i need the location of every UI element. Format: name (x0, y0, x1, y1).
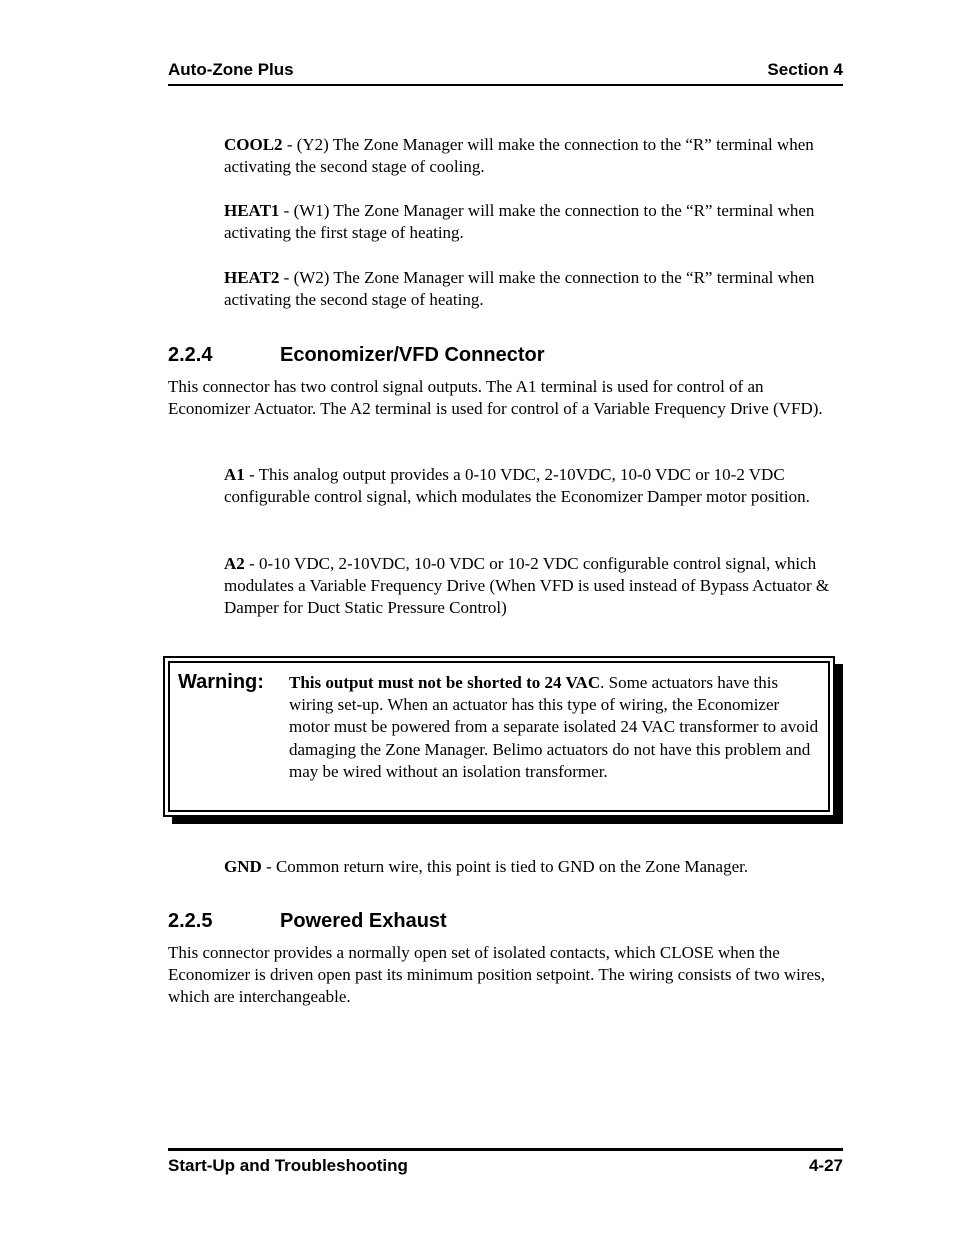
warning-label: Warning: (178, 671, 264, 693)
warning-box (163, 656, 835, 817)
section-heading-2-2-4 (168, 344, 544, 367)
heat2-text: - (W2) The Zone Manager will make the connection to the “R” terminal when activating the second stage of heating. (224, 268, 815, 310)
heat2-term: HEAT2 (224, 268, 280, 287)
section-title: Economizer/VFD Connector (280, 344, 545, 366)
a2-term: A2 (224, 554, 245, 573)
footer-title: Start-Up and Troubleshooting (168, 1156, 408, 1175)
cool2-term: COOL2 (224, 135, 283, 154)
header-section: Section 4 (767, 60, 843, 79)
cool2-text: - (Y2) The Zone Manager will make the connection to the “R” terminal when activating the second stage of cooling. (224, 135, 814, 177)
section-number: 2.2.4 (168, 344, 213, 366)
section-heading-2-2-5 (168, 910, 447, 933)
cool2-paragraph (224, 134, 836, 178)
header-title: Auto-Zone Plus (168, 60, 294, 79)
page-header (168, 58, 843, 86)
powered-exhaust-body: This connector provides a normally open set of isolated contacts, which CLOSE when the Economizer is driven open past its minimum position setpoint. The wiring consists of two wires, which are interchangeable. (168, 943, 825, 1007)
a1-term: A1 (224, 465, 245, 484)
heat1-term: HEAT1 (224, 201, 280, 220)
economizer-intro: This connector has two control signal outputs. The A1 terminal is used for control of an Economizer Actuator. The A2 terminal is used for control of a Variable Frequency Drive (VFD). (168, 377, 823, 419)
page-number: 4-27 (808, 1156, 843, 1175)
gnd-text: - Common return wire, this point is tied to GND on the Zone Manager. (261, 857, 749, 876)
heat1-text: - (W1) The Zone Manager will make the connection to the “R” terminal when activating the first stage of heating. (224, 201, 815, 243)
section-number: 2.2.5 (168, 910, 213, 932)
warning-body-text: . Some actuators have this wiring set-up. When an actuator has this type of wiring, the Economizer motor must be powered from a separate isolated 24 VAC transformer to avoid damaging the Zone Manager. Belimo actuators do not have this problem and may be wired without an isolation transformer. (289, 673, 819, 781)
heat1-paragraph (224, 200, 836, 244)
a1-text: - This analog output provides a 0-10 VDC, 2-10VDC, 10-0 VDC or 10-2 VDC configurable control signal, which modulates the Economizer Damper motor position. (224, 465, 810, 507)
section-title: Powered Exhaust (280, 910, 447, 932)
heat2-paragraph (224, 267, 836, 311)
warning-text (289, 672, 819, 783)
a2-paragraph (224, 553, 836, 620)
a1-paragraph (224, 464, 836, 508)
gnd-paragraph (224, 856, 836, 878)
page-footer (168, 1148, 843, 1175)
a2-text: - 0-10 VDC, 2-10VDC, 10-0 VDC or 10-2 VDC configurable control signal, which modulates a Variable Frequency Drive (When VFD is used instead of Bypass Actuator & Damper for Duct Static Pressure Control) (224, 554, 830, 618)
warning-bold-text: This output must not be shorted to 24 VAC (289, 673, 601, 692)
gnd-term: GND (224, 857, 262, 876)
